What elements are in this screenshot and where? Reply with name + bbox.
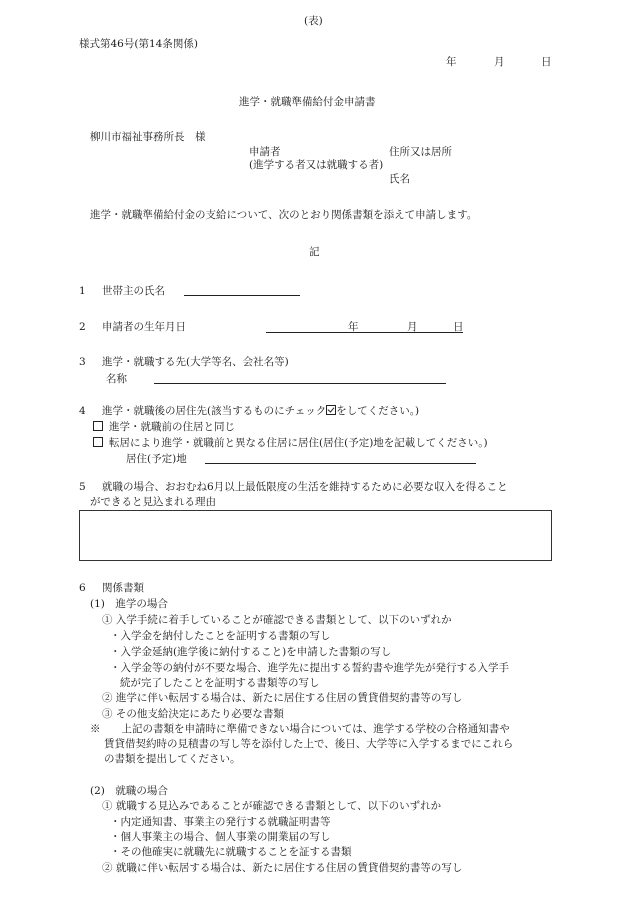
item5-number: 5 bbox=[79, 481, 86, 493]
applicant-sub-label: (進学する者又は就職する者) bbox=[249, 159, 384, 171]
sec2-c1c: ・その他確実に就職先に就職することを証する書類 bbox=[110, 846, 352, 858]
ki-heading: 記 bbox=[309, 246, 320, 258]
checkbox-icon[interactable] bbox=[93, 421, 103, 431]
item5-line2: ができると見込まれる理由 bbox=[90, 496, 216, 508]
item6-number: 6 bbox=[79, 582, 86, 594]
face-label: (表) bbox=[304, 15, 323, 27]
sec1-c1c1: ・入学金等の納付が不要な場合、進学先に提出する誓約書や進学先が発行する入学手 bbox=[110, 662, 509, 674]
item4-label-post: をしてください。) bbox=[336, 405, 420, 417]
item1-label: 世帯主の氏名 bbox=[102, 285, 165, 297]
sec1-note1: ※ 上記の書類を申請時に準備できない場合については、進学する学校の合格通知書や bbox=[90, 723, 510, 735]
item6-label: 関係書類 bbox=[102, 582, 144, 594]
birthdate-line[interactable] bbox=[266, 332, 463, 333]
date-year-label: 年 bbox=[446, 56, 457, 68]
option-new-residence-label: 転居により進学・就職前と異なる住居に居住(居住(予定)地を記載してください。) bbox=[109, 437, 488, 449]
option-same-residence-label: 進学・就職前の住居と同じ bbox=[109, 421, 235, 433]
sec2-c1b: ・個人事業主の場合、個人事業の開業届の写し bbox=[110, 831, 331, 843]
birth-year-label: 年 bbox=[348, 321, 359, 333]
birth-day-label: 日 bbox=[453, 321, 464, 333]
birth-month-label: 月 bbox=[407, 321, 418, 333]
sec1-note2: 賃貸借契約時の見積書の写し等を添付した上で、後日、大学等に入学するまでにこれら bbox=[104, 738, 514, 750]
sec1-c3: ③ その他支給決定にあたり必要な書類 bbox=[102, 708, 284, 720]
sec1-c2: ② 進学に伴い転居する場合は、新たに居住する住居の賃貸借契約書等の写し bbox=[102, 692, 463, 704]
item3-number: 3 bbox=[79, 356, 86, 368]
sec1-note3: の書類を提出してください。 bbox=[104, 753, 241, 765]
destination-name-line[interactable] bbox=[154, 383, 446, 384]
sec2-c1a: ・内定通知書、事業主の発行する就職証明書等 bbox=[110, 816, 331, 828]
checkbox-icon[interactable] bbox=[93, 437, 103, 447]
sec1-c1: ① 入学手続に着手していることが確認できる書類として、以下のいずれか bbox=[102, 614, 452, 626]
sec1-c1a: ・入学金を納付したことを証明する書類の写し bbox=[110, 630, 331, 642]
item2-label: 申請者の生年月日 bbox=[102, 321, 186, 333]
name-label: 氏名 bbox=[389, 173, 410, 185]
sec2-label: (2) 就職の場合 bbox=[90, 785, 168, 797]
item4-label-pre: 進学・就職後の居住先(該当するものにチェック bbox=[102, 405, 327, 417]
option-same-residence[interactable] bbox=[93, 421, 235, 434]
addressee: 柳川市福祉事務所長 様 bbox=[90, 131, 206, 143]
checked-box-icon bbox=[326, 405, 336, 415]
sec1-label: (1) 進学の場合 bbox=[90, 598, 168, 610]
item3-label: 進学・就職する先(大学等名、会社名等) bbox=[102, 356, 289, 368]
sec2-c1: ① 就職する見込みであることが確認できる書類として、以下のいずれか bbox=[102, 800, 442, 812]
sec1-c1c2: 続が完了したことを証明する書類等の写し bbox=[120, 677, 320, 689]
sec1-c1b: ・入学金延納(進学後に納付すること)を申請した書類の写し bbox=[110, 646, 392, 658]
item1-number: 1 bbox=[79, 285, 86, 297]
item3-name-label: 名称 bbox=[106, 373, 127, 385]
householder-name-line[interactable] bbox=[184, 295, 300, 296]
item2-number: 2 bbox=[79, 321, 86, 333]
date-day-label: 日 bbox=[541, 56, 552, 68]
form-number: 様式第46号(第14条関係) bbox=[79, 38, 198, 50]
residence-line[interactable] bbox=[205, 463, 476, 464]
option-new-residence[interactable] bbox=[93, 437, 488, 450]
item5-line1: 就職の場合、おおむね6月以上最低限度の生活を維持するために必要な収入を得ること bbox=[102, 481, 508, 493]
reason-box[interactable] bbox=[79, 510, 552, 561]
applicant-label: 申請者 bbox=[249, 146, 281, 158]
sec2-c2: ② 就職に伴い転居する場合は、新たに居住する住居の賃貸借契約書等の写し bbox=[102, 862, 463, 874]
date-month-label: 月 bbox=[494, 56, 505, 68]
item4-number: 4 bbox=[79, 405, 86, 417]
address-label: 住所又は居所 bbox=[389, 146, 452, 158]
intro-text: 進学・就職準備給付金の支給について、次のとおり関係書類を添えて申請します。 bbox=[90, 209, 478, 221]
item4-label bbox=[102, 405, 419, 418]
page-title: 進学・就職準備給付金申請書 bbox=[239, 96, 376, 108]
residence-label: 居住(予定)地 bbox=[126, 453, 187, 465]
